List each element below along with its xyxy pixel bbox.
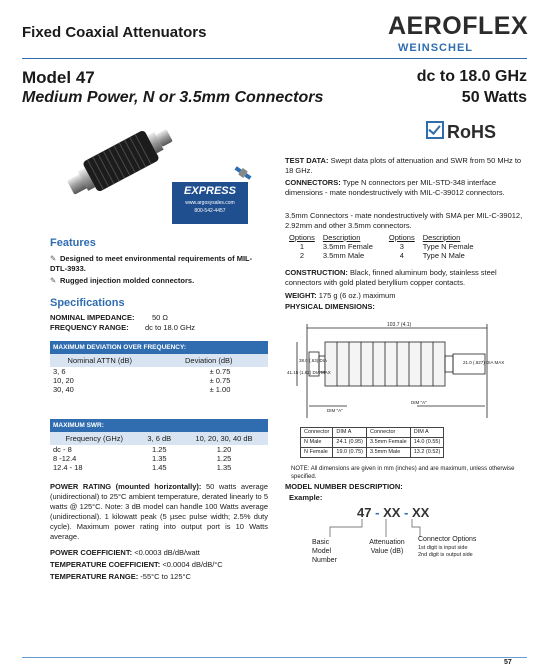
table-cell: 10, 20 <box>53 376 74 385</box>
footer-divider <box>22 657 527 658</box>
table-cell: 1.20 <box>216 445 232 454</box>
table-cell: Type N Female <box>422 242 474 251</box>
weight-label: WEIGHT: <box>285 291 317 300</box>
construction <box>285 268 527 288</box>
power-rating <box>50 482 268 542</box>
table-cell: ± 0.75 <box>209 376 231 385</box>
coef-label: POWER COEFFICIENT: <box>50 548 133 557</box>
weight <box>285 291 395 301</box>
connectors-text: Type N connectors per MIL-STD-348 interface dimensions - mate nondestructively with MIL-C-39012 connectors. <box>285 178 505 197</box>
features-heading: Features <box>50 237 96 249</box>
table-cell: 14.0 (0.55) <box>410 438 444 448</box>
construction-label: CONSTRUCTION: <box>285 268 348 277</box>
table-cell: 3.5mm Male <box>322 251 365 260</box>
table-header: Nominal ATTN (dB) <box>50 354 150 367</box>
table-cell: 3 <box>399 242 404 251</box>
freq-range-value: dc to 18.0 GHz <box>145 323 196 332</box>
deviation-table-title: MAXIMUM DEVIATION OVER FREQUENCY: <box>50 341 268 354</box>
table-cell: 1 <box>299 242 305 251</box>
table-cell: 3.5mm Female <box>367 438 411 448</box>
table-row <box>301 438 444 448</box>
test-data-text: Swept data plots of attenuation and SWR from 50 MHz to 18 GHz. <box>285 156 522 175</box>
coef-label: TEMPERATURE RANGE: <box>50 572 139 581</box>
table-row <box>285 242 478 251</box>
table-header: DIM A <box>410 428 444 438</box>
bullet-icon: ✎ <box>50 254 57 263</box>
power-rating-label: POWER RATING (mounted horizontally): <box>50 482 202 491</box>
connectors-35mm: 3.5mm Connectors - mate nondestructively with SMA per MIL-C-39012, 2.92mm and other 3.5mm connectors. <box>285 211 523 230</box>
options-table <box>285 233 478 260</box>
example-label: Example: <box>289 493 323 502</box>
table-cell: 13.2 (0.52) <box>410 448 444 458</box>
temperature-range <box>50 572 191 582</box>
weight-text: 175 g (6 oz.) maximum <box>318 291 396 300</box>
table-header: Connector <box>367 428 411 438</box>
header-divider <box>22 58 527 59</box>
rohs-badge <box>426 120 496 143</box>
connectors <box>285 178 527 198</box>
impedance-label: NOMINAL IMPEDANCE: <box>50 313 135 322</box>
dimension-table <box>300 427 444 458</box>
checkbox-icon <box>426 121 444 139</box>
table-row <box>50 445 268 454</box>
pn-base: 47 <box>357 505 372 520</box>
table-cell: 2 <box>299 251 305 260</box>
fin-dia-label: 41.15 (1.62) DIA MAX <box>287 370 331 375</box>
table-cell: 30, 40 <box>53 385 74 394</box>
table-row <box>50 376 268 385</box>
dim-a-left-label: DIM "A" <box>327 408 343 413</box>
model-title: Model 47 <box>22 68 95 87</box>
logo-sub-text: WEINSCHEL <box>398 42 473 54</box>
impedance-value: 50 Ω <box>152 313 169 322</box>
deviation-table <box>50 341 268 394</box>
model-number-label: MODEL NUMBER DESCRIPTION: <box>285 482 403 491</box>
table-cell: 4 <box>399 251 404 260</box>
table-header: Deviation (dB) <box>150 354 268 367</box>
basic-model-label: Basic Model Number <box>312 539 337 564</box>
connector-options-label: Connector Options <box>418 536 477 543</box>
frequency-range-heading: dc to 18.0 GHz <box>416 68 527 85</box>
table-header: Connector <box>301 428 333 438</box>
swr-table-title: MAXIMUM SWR: <box>50 419 268 432</box>
overall-length-label: 103.7 (4.1) <box>387 322 412 328</box>
table-cell: N Male <box>301 438 333 448</box>
table-header: Description <box>422 233 461 242</box>
pn-separator: - <box>404 505 409 520</box>
specifications-heading: Specifications <box>50 297 125 309</box>
table-cell: 8 -12.4 <box>53 454 77 463</box>
dim-a-right-label: DIM "A" <box>411 400 427 405</box>
table-row <box>50 463 268 472</box>
temperature-coefficient <box>50 560 223 570</box>
attenuator-product-image <box>60 120 182 202</box>
table-row <box>301 448 444 458</box>
pn-attenuation: XX <box>383 505 401 520</box>
table-cell: Type N Male <box>422 251 465 260</box>
power-coefficient <box>50 548 200 558</box>
body-dia-label: 38.0 (.63) DIA <box>299 358 328 363</box>
physical-dimensions-drawing <box>287 318 509 426</box>
table-row <box>50 385 268 394</box>
bullet-icon: ✎ <box>50 276 57 285</box>
page-number: 57 <box>504 659 512 666</box>
rohs-label: RoHS <box>447 122 496 142</box>
connector-options-note-2: 2nd digit is output side <box>418 552 473 558</box>
feature-item-2 <box>50 276 268 286</box>
note-text: All dimensions are given in mm (inches) and are maximum, unless otherwise specified. <box>291 466 515 480</box>
model-subtitle: Medium Power, N or 3.5mm Connectors <box>22 89 324 106</box>
connectors-label: CONNECTORS: <box>285 178 341 187</box>
table-header: 10, 20, 30, 40 dB <box>180 432 268 445</box>
coef-label: TEMPERATURE COEFFICIENT: <box>50 560 161 569</box>
table-cell: ± 0.75 <box>209 367 231 376</box>
test-data-label: TEST DATA: <box>285 156 329 165</box>
table-cell: 1.45 <box>151 463 167 472</box>
table-header: Frequency (GHz) <box>50 432 139 445</box>
table-header: 3, 6 dB <box>139 432 181 445</box>
table-cell: 12.4 - 18 <box>53 463 83 472</box>
express-badge[interactable] <box>172 182 248 224</box>
table-cell: 1.25 <box>151 445 167 454</box>
pn-separator: - <box>375 505 380 520</box>
feature-item-1 <box>50 254 268 274</box>
table-cell: 19.0 (0.75) <box>333 448 367 458</box>
table-cell: 3.5mm Female <box>322 242 373 251</box>
logo-main-text: AEROFLEX <box>388 12 529 40</box>
table-row <box>50 367 268 376</box>
table-row <box>50 454 268 463</box>
power-rating-text: 50 watts average (unidirectional) to 25°C ambient temperature, derated linearly to 5 watts @ 125°C. Note: 3 dB model can handle 100 Watts average (unidirectional). 1 kilowatt peak (5 µsec pulse width; 2.5% duty cycle). Maximum power rating into output port is 10 Watts average. <box>50 482 268 541</box>
feature-text: Designed to meet environmental requirements of MIL-DTL-3933. <box>50 254 253 273</box>
attenuation-value-label: Attenuation Value (dB) <box>369 539 405 555</box>
coef-value: <0.0004 dB/dB/°C <box>162 560 223 569</box>
table-cell: 1.35 <box>216 463 232 472</box>
table-cell: 24.1 (0.95) <box>333 438 367 448</box>
physical-dimensions-label: PHYSICAL DIMENSIONS: <box>285 302 375 311</box>
page-title: Fixed Coaxial Attenuators <box>22 24 207 41</box>
test-data <box>285 156 527 176</box>
connector-options-note-1: 1st digit is input side <box>418 545 468 551</box>
express-phone: 800-542-4457 <box>194 208 226 214</box>
freq-range-label: FREQUENCY RANGE: <box>50 323 129 332</box>
power-heading: 50 Watts <box>461 89 527 106</box>
table-cell: 1.35 <box>151 454 167 463</box>
note-label: NOTE: <box>291 466 310 472</box>
dimension-note <box>291 465 527 481</box>
express-title: EXPRESS <box>184 185 236 197</box>
table-header: DIM A <box>333 428 367 438</box>
pn-connector: XX <box>412 505 430 520</box>
coef-value: <0.0003 dB/dB/watt <box>134 548 200 557</box>
coef-value: -55°C to 125°C <box>140 572 191 581</box>
connector-dia-label: 21.0 (.827) DIA MAX <box>463 360 505 365</box>
table-header: Description <box>322 233 361 242</box>
table-cell: 1.25 <box>216 454 232 463</box>
table-cell: 3.5mm Male <box>367 448 411 458</box>
table-cell: N Female <box>301 448 333 458</box>
express-url[interactable]: www.argosysales.com <box>185 200 235 206</box>
table-header: Options <box>289 233 315 242</box>
construction-text: Black, finned aluminum body, stainless steel connectors with gold plated beryllium copper contacts. <box>285 268 497 287</box>
part-number-example <box>357 505 429 520</box>
table-cell: 3, 6 <box>53 367 66 376</box>
swr-table <box>50 419 268 472</box>
aeroflex-logo <box>388 12 528 56</box>
table-row <box>285 251 478 260</box>
feature-text: Rugged injection molded connectors. <box>60 276 195 285</box>
satellite-icon <box>232 162 254 184</box>
table-cell: dc - 8 <box>53 445 72 454</box>
table-header: Options <box>388 233 415 242</box>
table-cell: ± 1.00 <box>209 385 231 394</box>
